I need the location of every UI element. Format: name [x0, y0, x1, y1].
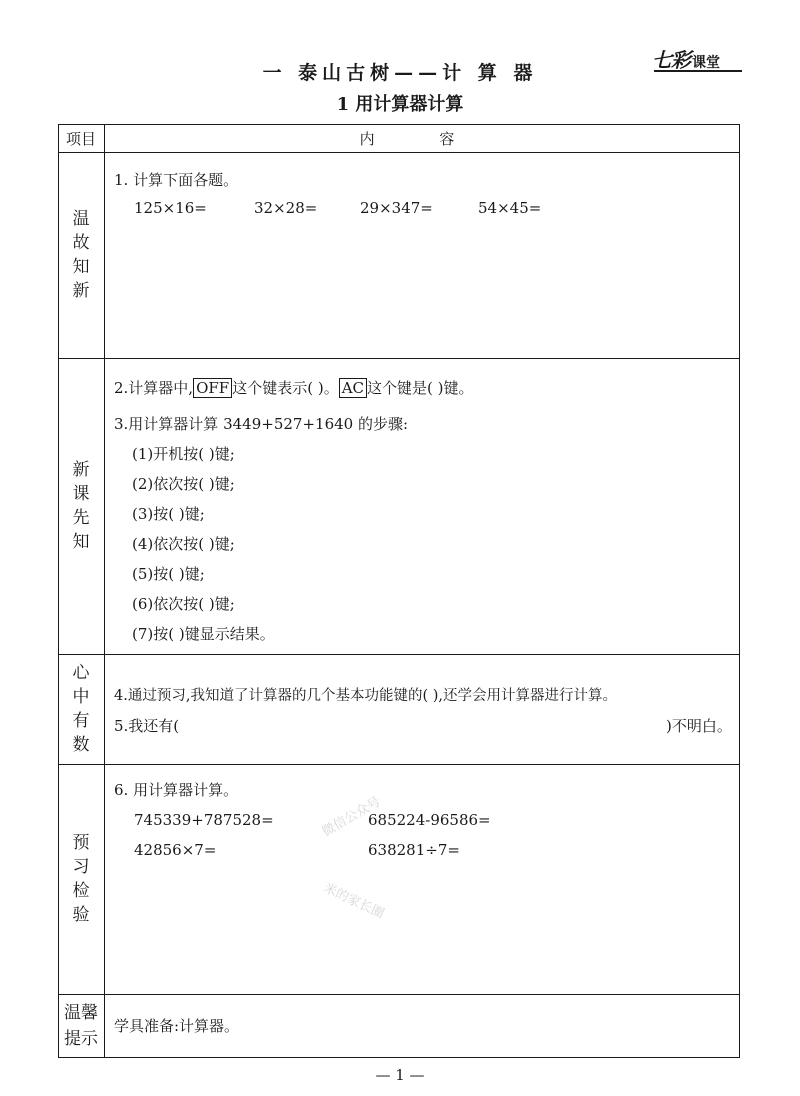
question-6-title: 6. 用计算器计算。: [114, 781, 239, 799]
step-item: (2)依次按( )键;: [132, 475, 235, 493]
review-expression: 32×28=: [254, 199, 318, 217]
row-divider: [58, 994, 740, 995]
off-key-box: OFF: [193, 378, 232, 398]
preview-expression: 745339+787528=: [134, 811, 274, 829]
review-expression: 125×16=: [134, 199, 207, 217]
row-divider: [58, 358, 740, 359]
review-expression: 29×347=: [360, 199, 433, 217]
lesson-title: 1 用计算器计算: [336, 94, 464, 115]
section-label-tips: 温馨 提示: [64, 1003, 98, 1049]
preview-expression: 638281÷7=: [368, 841, 460, 859]
watermark-text-bottom: 米的家长圈: [321, 880, 387, 922]
question-2-text: 这个键是( )键。: [367, 379, 474, 397]
question-3-title: 3.用计算器计算 3449+527+1640 的步骤:: [114, 415, 409, 433]
step-item: (7)按( )键显示结果。: [132, 625, 275, 643]
question-1-title: 1. 计算下面各题。: [114, 171, 239, 189]
watermark-text-top: 微信公众号: [319, 794, 384, 840]
question-5-end: )不明白。: [666, 717, 732, 735]
question-5-start: 5.我还有(: [114, 717, 180, 735]
review-expression: 54×45=: [478, 199, 542, 217]
ac-key-box: AC: [339, 378, 367, 398]
unit-title: 一 泰山古树——计 算 器: [262, 62, 538, 84]
section-label-preview-check: 预 习 检 验: [72, 833, 90, 925]
brand-logo-part1: 七彩: [652, 48, 690, 72]
brand-logo-part2: 课堂: [692, 55, 720, 71]
step-item: (6)依次按( )键;: [132, 595, 235, 613]
page-number: — 1 —: [375, 1066, 425, 1084]
step-item: (4)依次按( )键;: [132, 535, 235, 553]
row-divider: [58, 152, 740, 153]
row-divider: [58, 764, 740, 765]
question-4: 4.通过预习,我知道了计算器的几个基本功能键的( ),还学会用计算器进行计算。: [114, 688, 617, 704]
step-item: (3)按( )键;: [132, 505, 205, 523]
column-divider: [104, 124, 105, 1058]
column-header-item: 项目: [65, 130, 96, 148]
preview-expression: 42856×7=: [134, 841, 217, 859]
column-header-content: 内 容: [359, 130, 485, 148]
question-2-text: 这个键表示( )。: [232, 379, 339, 397]
preview-expression: 685224-96586=: [368, 811, 491, 829]
tips-text: 学具准备:计算器。: [114, 1017, 240, 1035]
brand-logo: [652, 44, 744, 72]
worksheet-table: [58, 124, 740, 1058]
section-label-new-lesson: 新 课 先 知: [72, 460, 90, 552]
step-item: (1)开机按( )键;: [132, 445, 235, 463]
brand-underline: [654, 70, 742, 72]
section-label-reflection: 心 中 有 数: [72, 663, 90, 755]
step-item: (5)按( )键;: [132, 565, 205, 583]
row-divider: [58, 654, 740, 655]
question-2: [114, 378, 474, 398]
question-2-text: 2.计算器中,: [114, 379, 194, 397]
section-label-review: 温 故 知 新: [72, 209, 90, 301]
